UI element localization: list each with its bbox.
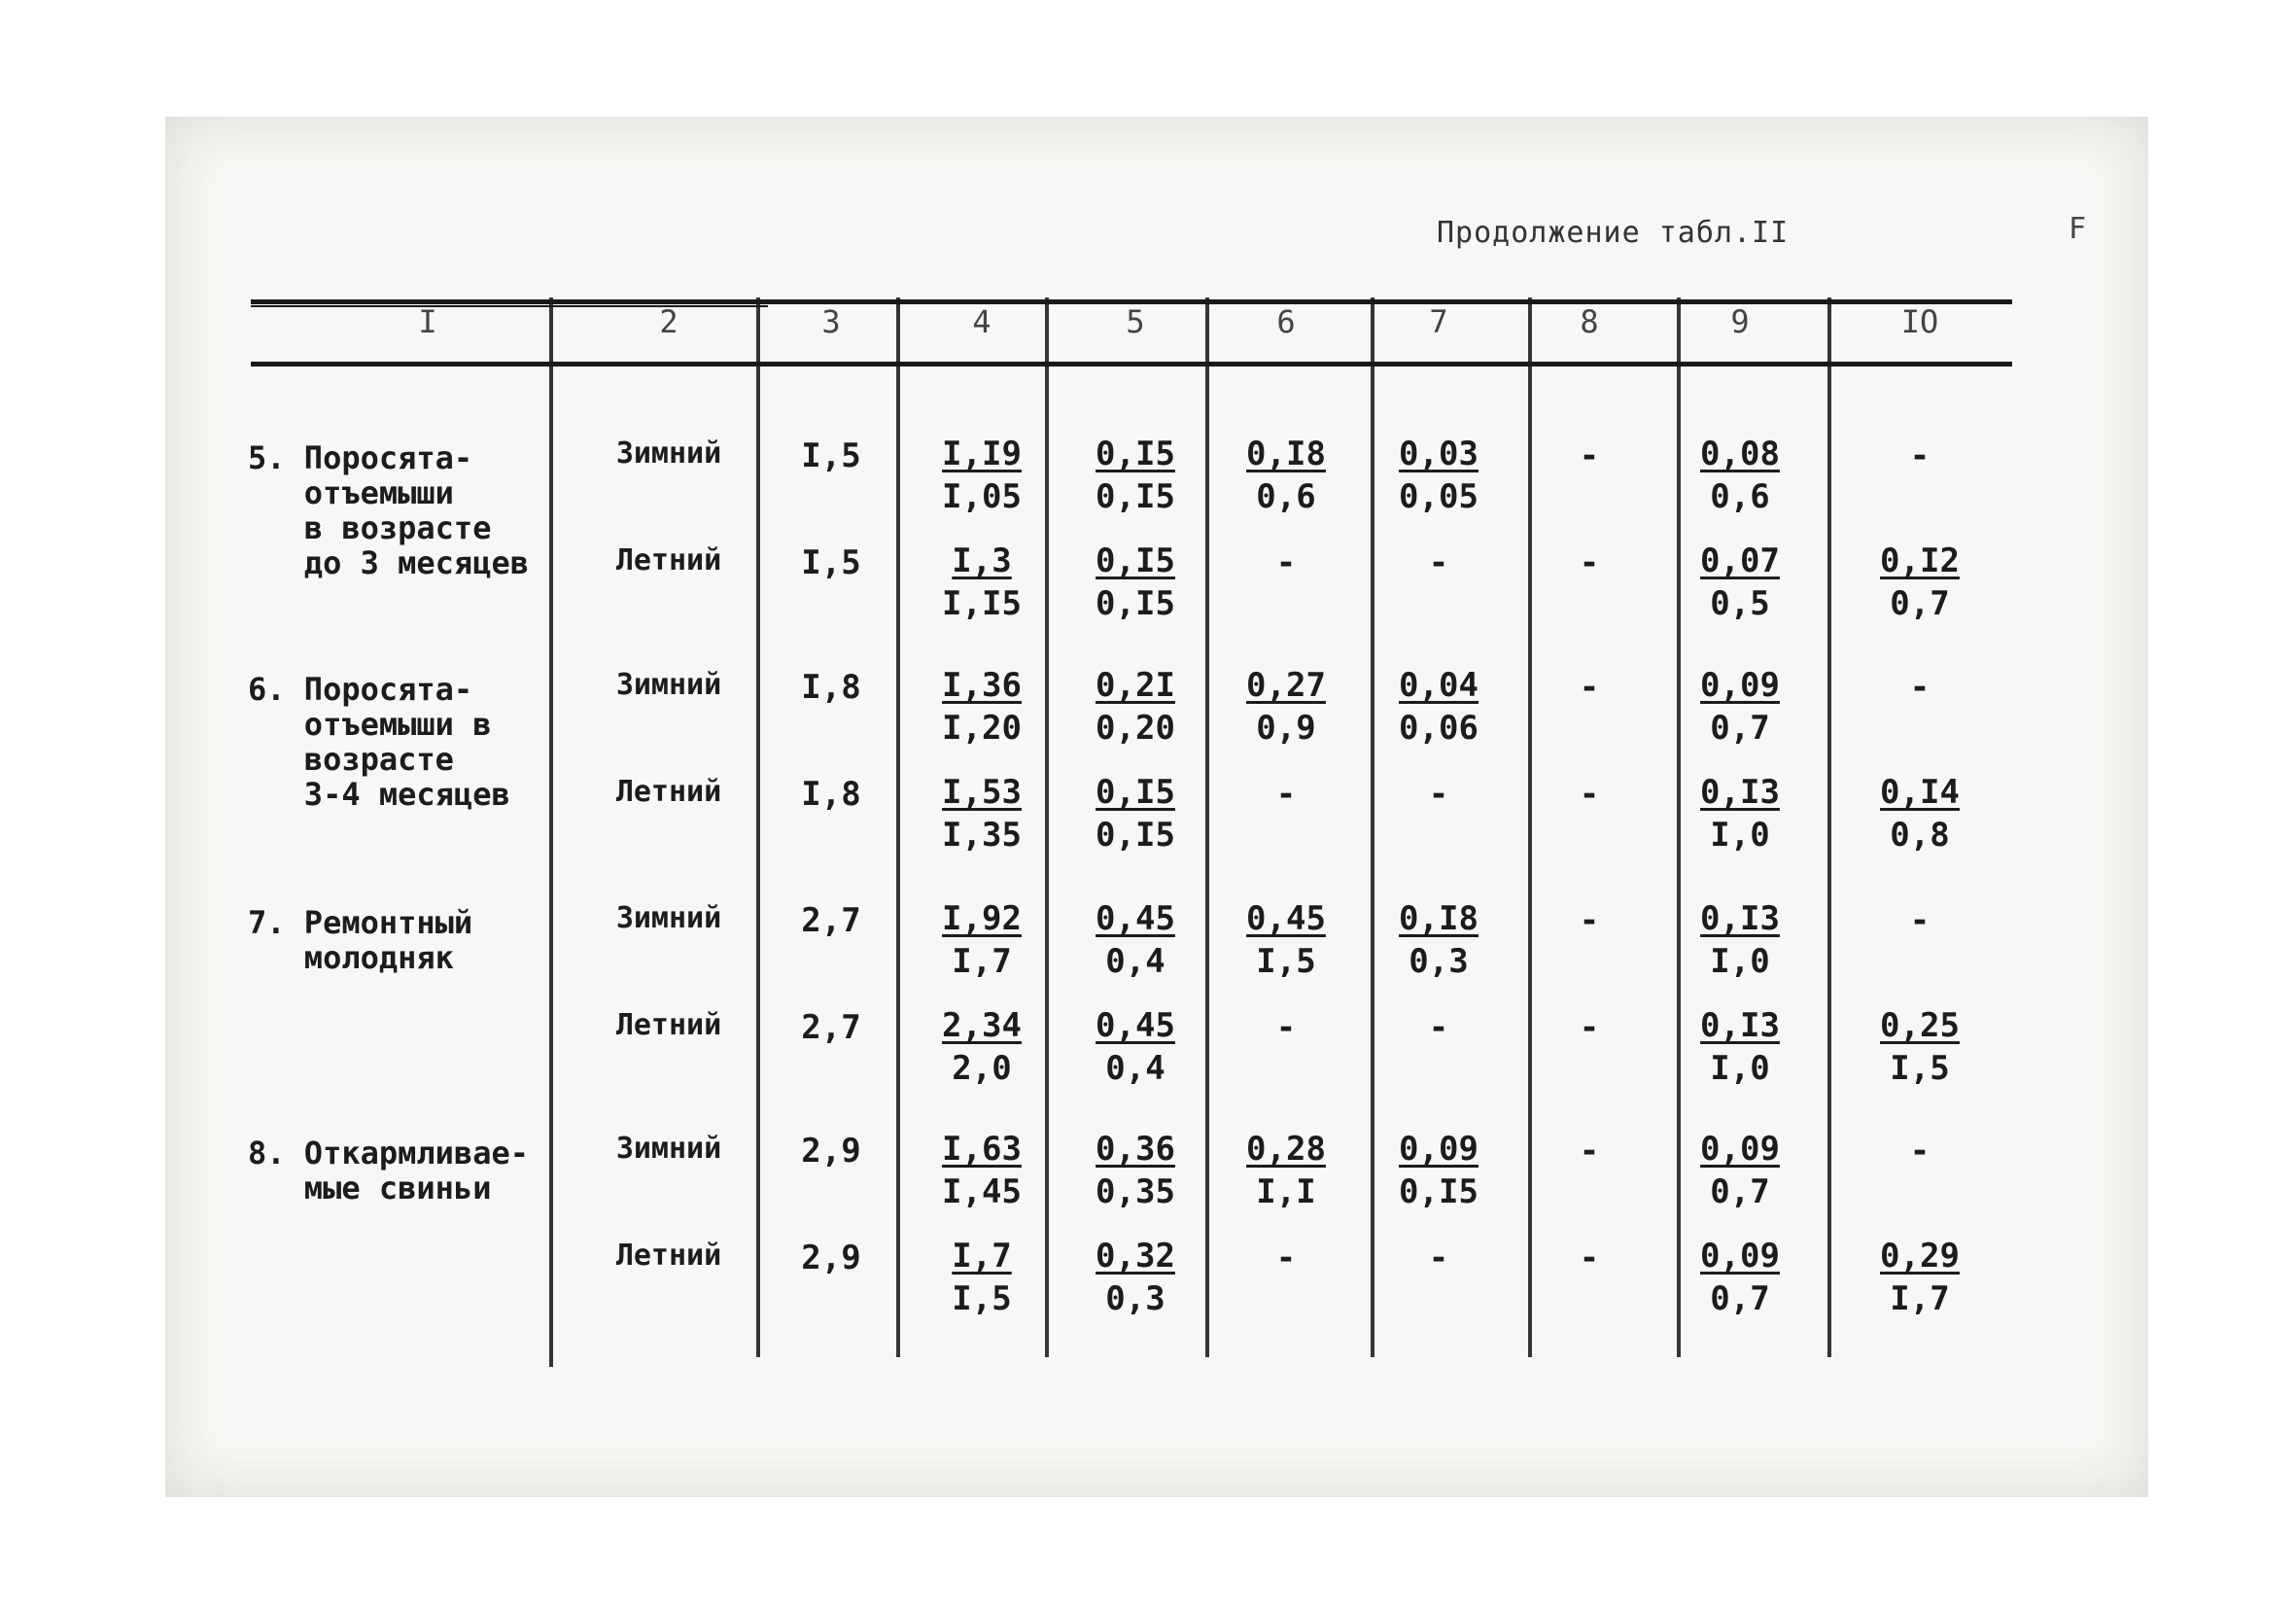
denominator: I,35	[942, 816, 1022, 855]
denominator: I,I5	[942, 584, 1022, 623]
value-cell: -	[1275, 775, 1297, 814]
value-fraction	[1880, 1237, 1960, 1318]
value-cell: I,8	[801, 775, 861, 814]
numerator: 0,2I	[1096, 666, 1175, 705]
table-caption: Продолжение табл.II	[1437, 216, 1790, 250]
value-cell: -	[1909, 1132, 1931, 1171]
numerator: 0,I3	[1700, 1006, 1780, 1045]
value-fraction	[1880, 773, 1960, 855]
value-fraction	[942, 1006, 1022, 1088]
numerator: 0,28	[1246, 1130, 1326, 1169]
numerator: 0,09	[1700, 666, 1780, 705]
column-divider	[1045, 297, 1049, 1357]
value-cell: -	[1909, 668, 1931, 707]
season-label: Зимний	[615, 1132, 722, 1166]
numerator: 0,09	[1700, 1130, 1780, 1169]
column-divider	[1827, 297, 1831, 1357]
value-fraction	[1399, 435, 1478, 516]
value-cell: -	[1579, 1239, 1600, 1277]
value-fraction	[1700, 435, 1780, 516]
denominator: 0,6	[1710, 477, 1770, 516]
value-fraction	[1096, 435, 1175, 516]
value-fraction	[1246, 435, 1326, 516]
value-fraction	[1880, 1006, 1960, 1088]
denominator: I,5	[952, 1279, 1012, 1318]
value-cell: -	[1909, 437, 1931, 475]
numerator: 0,I8	[1399, 899, 1478, 938]
denominator: I,7	[1890, 1279, 1950, 1318]
numerator: 0,I5	[1096, 542, 1175, 580]
value-fraction	[1700, 666, 1780, 748]
denominator: 0,7	[1710, 709, 1770, 748]
value-cell: 2,7	[801, 901, 861, 940]
denominator: I,0	[1710, 1049, 1770, 1088]
column-header: 2	[659, 303, 678, 340]
value-cell: -	[1579, 1008, 1600, 1047]
denominator: 0,I5	[1096, 816, 1175, 855]
season-label: Зимний	[615, 668, 722, 702]
value-fraction	[942, 1130, 1022, 1211]
denominator: 0,5	[1710, 584, 1770, 623]
numerator: I,I9	[942, 435, 1022, 473]
column-divider	[549, 297, 553, 1367]
column-header: 4	[972, 303, 991, 340]
value-cell: -	[1579, 901, 1600, 940]
denominator: I,0	[1710, 816, 1770, 855]
value-fraction	[1096, 666, 1175, 748]
season-label: Летний	[615, 1239, 722, 1273]
denominator: I,45	[942, 1172, 1022, 1211]
numerator: I,3	[952, 542, 1012, 580]
denominator: 0,I5	[1096, 477, 1175, 516]
denominator: 0,4	[1105, 1049, 1165, 1088]
group-label: 5. Поросята- отъемыши в возрасте до 3 месяцев	[248, 439, 529, 581]
value-fraction	[1096, 1130, 1175, 1211]
value-fraction	[1096, 542, 1175, 623]
value-fraction	[942, 899, 1022, 981]
denominator: 0,7	[1890, 584, 1950, 623]
value-fraction	[1399, 1130, 1478, 1211]
denominator: 0,6	[1256, 477, 1316, 516]
column-header: 5	[1126, 303, 1145, 340]
value-fraction	[1246, 1130, 1326, 1211]
value-cell: -	[1579, 668, 1600, 707]
value-cell: -	[1275, 543, 1297, 582]
column-header: I	[418, 303, 437, 340]
numerator: 0,04	[1399, 666, 1478, 705]
numerator: 0,I3	[1700, 899, 1780, 938]
value-cell: -	[1579, 437, 1600, 475]
denominator: 0,05	[1399, 477, 1478, 516]
group-label: 7. Ремонтный молодняк	[248, 904, 473, 976]
value-fraction	[1700, 542, 1780, 623]
numerator: 0,32	[1096, 1237, 1175, 1276]
group-label: 6. Поросята- отъемыши в возрасте 3-4 месяцев	[248, 671, 510, 813]
column-header: 9	[1730, 303, 1750, 340]
value-cell: -	[1428, 543, 1449, 582]
denominator: 0,9	[1256, 709, 1316, 748]
value-cell: -	[1579, 775, 1600, 814]
column-divider	[1205, 297, 1209, 1357]
value-fraction	[1246, 899, 1326, 981]
header-rule	[251, 362, 2012, 367]
value-cell: I,5	[801, 437, 861, 475]
denominator: I,05	[942, 477, 1022, 516]
value-cell: 2,7	[801, 1008, 861, 1047]
numerator: 0,08	[1700, 435, 1780, 473]
group-label: 8. Откармливае- мые свиньи	[248, 1135, 529, 1206]
column-header: 3	[821, 303, 841, 340]
column-header: 8	[1580, 303, 1599, 340]
numerator: 0,29	[1880, 1237, 1960, 1276]
numerator: 2,34	[942, 1006, 1022, 1045]
value-fraction	[1096, 773, 1175, 855]
value-cell: -	[1428, 1239, 1449, 1277]
numerator: 0,36	[1096, 1130, 1175, 1169]
value-cell: -	[1428, 775, 1449, 814]
denominator: 0,20	[1096, 709, 1175, 748]
value-fraction	[1700, 773, 1780, 855]
value-fraction	[1880, 542, 1960, 623]
denominator: 0,I5	[1399, 1172, 1478, 1211]
column-divider	[756, 297, 760, 1357]
value-fraction	[1096, 1237, 1175, 1318]
numerator: 0,45	[1096, 899, 1175, 938]
value-cell: 2,9	[801, 1132, 861, 1171]
numerator: I,53	[942, 773, 1022, 812]
numerator: 0,27	[1246, 666, 1326, 705]
value-fraction	[1246, 666, 1326, 748]
denominator: I,I	[1256, 1172, 1316, 1211]
value-cell: I,5	[801, 543, 861, 582]
numerator: 0,I5	[1096, 435, 1175, 473]
value-cell: -	[1579, 543, 1600, 582]
page-mark: F	[2069, 212, 2087, 246]
numerator: I,63	[942, 1130, 1022, 1169]
column-header: 6	[1276, 303, 1296, 340]
value-fraction	[1096, 1006, 1175, 1088]
value-cell: -	[1275, 1008, 1297, 1047]
denominator: 0,35	[1096, 1172, 1175, 1211]
denominator: 0,7	[1710, 1279, 1770, 1318]
numerator: 0,45	[1246, 899, 1326, 938]
value-cell: 2,9	[801, 1239, 861, 1277]
denominator: 0,06	[1399, 709, 1478, 748]
value-fraction	[942, 773, 1022, 855]
denominator: 0,8	[1890, 816, 1950, 855]
value-fraction	[1700, 1130, 1780, 1211]
denominator: I,7	[952, 942, 1012, 981]
numerator: 0,25	[1880, 1006, 1960, 1045]
value-fraction	[1700, 1006, 1780, 1088]
value-cell: I,8	[801, 668, 861, 707]
value-cell: -	[1579, 1132, 1600, 1171]
column-divider	[1371, 297, 1374, 1357]
numerator: 0,I4	[1880, 773, 1960, 812]
value-fraction	[1700, 1237, 1780, 1318]
numerator: I,7	[952, 1237, 1012, 1276]
season-label: Зимний	[615, 437, 722, 471]
numerator: 0,07	[1700, 542, 1780, 580]
numerator: I,92	[942, 899, 1022, 938]
denominator: 0,3	[1105, 1279, 1165, 1318]
header-rule	[251, 305, 768, 307]
value-fraction	[952, 1237, 1012, 1318]
value-cell: -	[1909, 901, 1931, 940]
season-label: Зимний	[615, 901, 722, 935]
column-divider	[1528, 297, 1532, 1357]
denominator: I,5	[1890, 1049, 1950, 1088]
value-fraction	[1399, 666, 1478, 748]
numerator: 0,03	[1399, 435, 1478, 473]
season-label: Летний	[615, 543, 722, 577]
value-cell: -	[1428, 1008, 1449, 1047]
value-fraction	[1700, 899, 1780, 981]
season-label: Летний	[615, 775, 722, 809]
numerator: 0,45	[1096, 1006, 1175, 1045]
value-fraction	[942, 542, 1022, 623]
numerator: I,36	[942, 666, 1022, 705]
value-fraction	[942, 666, 1022, 748]
denominator: I,5	[1256, 942, 1316, 981]
column-header: IO	[1900, 303, 1939, 340]
denominator: I,0	[1710, 942, 1770, 981]
numerator: 0,I8	[1246, 435, 1326, 473]
denominator: 0,3	[1409, 942, 1469, 981]
denominator: I,20	[942, 709, 1022, 748]
value-fraction	[942, 435, 1022, 516]
denominator: 2,0	[952, 1049, 1012, 1088]
column-divider	[1677, 297, 1681, 1357]
denominator: 0,7	[1710, 1172, 1770, 1211]
season-label: Летний	[615, 1008, 722, 1042]
denominator: 0,4	[1105, 942, 1165, 981]
value-cell: -	[1275, 1239, 1297, 1277]
column-divider	[896, 297, 900, 1357]
value-fraction	[1096, 899, 1175, 981]
denominator: 0,I5	[1096, 584, 1175, 623]
numerator: 0,09	[1700, 1237, 1780, 1276]
value-fraction	[1399, 899, 1478, 981]
numerator: 0,I2	[1880, 542, 1960, 580]
numerator: 0,I5	[1096, 773, 1175, 812]
numerator: 0,I3	[1700, 773, 1780, 812]
numerator: 0,09	[1399, 1130, 1478, 1169]
column-header: 7	[1429, 303, 1448, 340]
